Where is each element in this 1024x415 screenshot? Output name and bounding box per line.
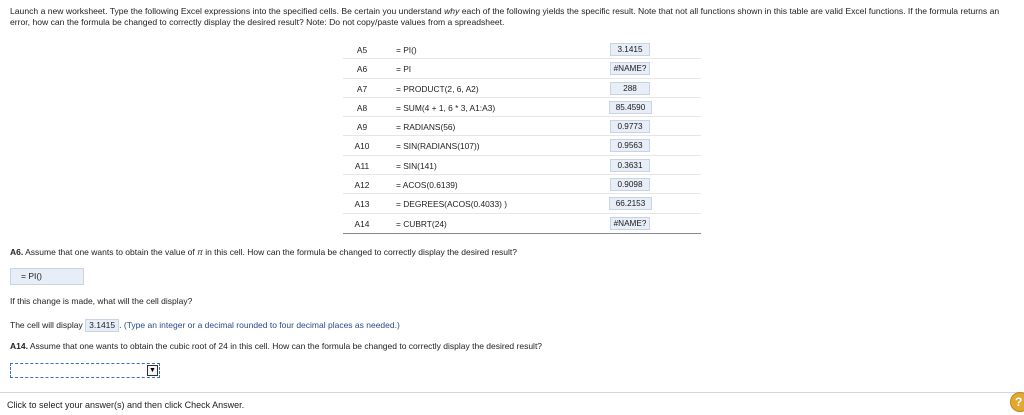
cell-reference: A9 (356, 122, 368, 133)
cell-formula: = SIN(RADIANS(107)) (396, 141, 480, 152)
cell-result: 0.9773 (610, 120, 650, 133)
cell-result: 0.3631 (610, 159, 650, 172)
cell-formula: = PI (396, 64, 412, 75)
table-row (343, 40, 701, 59)
cell-formula: = CUBRT(24) (396, 218, 447, 229)
cell-reference: A8 (356, 102, 368, 113)
cell-result: 0.9563 (610, 139, 650, 152)
cell-reference: A5 (356, 45, 368, 55)
cell-result: 288 (610, 82, 650, 95)
display-suffix: . (119, 320, 124, 330)
question-a6-text-end: in this cell. How can the formula be changed to correctly display the desired result? (202, 247, 518, 257)
help-icon[interactable]: ? (1010, 392, 1024, 412)
a14-answer-dropdown[interactable] (10, 363, 160, 378)
cell-result: #NAME? (610, 217, 650, 230)
cell-reference: A7 (356, 83, 368, 94)
cell-display-answer[interactable]: 3.1415 (85, 319, 119, 332)
cell-display-line (10, 319, 400, 332)
table-row (343, 98, 701, 117)
question-a6-text: Assume that one wants to obtain the value of (23, 247, 198, 257)
table-row (343, 117, 701, 136)
cell-formula: = RADIANS(56) (396, 122, 456, 133)
cell-formula: = PI() (396, 45, 417, 55)
question-a6-label: A6. (10, 247, 24, 257)
table-row (343, 79, 701, 98)
instructions (10, 6, 1015, 28)
cell-result: #NAME? (610, 62, 650, 75)
cell-result: 0.9098 (610, 178, 650, 191)
cell-formula: = PRODUCT(2, 6, A2) (396, 83, 479, 94)
cell-result: 66.2153 (609, 197, 652, 210)
footer-instruction: Click to select your answer(s) and then click Check Answer. (7, 400, 245, 410)
a6-formula-answer[interactable]: = PI() (10, 268, 84, 285)
question-a6 (10, 247, 517, 257)
table-row (343, 175, 701, 194)
cell-formula: = ACOS(0.6139) (396, 180, 458, 191)
question-a14 (10, 341, 542, 351)
chevron-down-icon[interactable]: ▼ (147, 365, 158, 376)
pi-symbol: π (197, 247, 203, 257)
answer-hint: (Type an integer or a decimal rounded to four decimal places as needed.) (123, 320, 400, 330)
cell-reference: A11 (354, 160, 370, 171)
cell-formula: = SUM(4 + 1, 6 * 3, A1:A3) (396, 102, 496, 113)
cell-reference: A13 (354, 199, 370, 210)
table-row (343, 194, 701, 213)
footer-divider (0, 392, 1024, 393)
cell-result: 3.1415 (610, 43, 650, 56)
cell-reference: A14 (354, 218, 370, 229)
table-row (343, 59, 701, 78)
table-row (343, 214, 701, 233)
table-row (343, 156, 701, 175)
display-prefix: The cell will display (10, 320, 86, 330)
cell-reference: A10 (354, 141, 370, 152)
question-a14-text: Assume that one wants to obtain the cubic root of 24 in this cell. How can the formula be changed to correctly display the desired result? (27, 341, 543, 351)
cell-reference: A6 (356, 64, 368, 75)
cell-result: 85.4590 (609, 101, 652, 114)
table-row (343, 136, 701, 155)
instructions-part2: each of the following yields the specific result. Note that not all functions shown in this table are valid Excel functions. If the formula returns an error, how can the formula be changed to correctly display the desired result? Note: Do not copy/paste values from a spreadsheet. (10, 6, 1000, 27)
cell-reference: A12 (354, 180, 370, 191)
cell-formula: = SIN(141) (396, 160, 437, 171)
formula-table (343, 40, 701, 234)
instructions-emphasis: why (444, 6, 460, 16)
followup-question: If this change is made, what will the cell display? (10, 296, 193, 306)
instructions-part1: Launch a new worksheet. Type the following Excel expressions into the specified cells. Be certain you understand (10, 6, 445, 16)
cell-formula: = DEGREES(ACOS(0.4033) ) (396, 199, 508, 210)
question-a14-label: A14. (10, 341, 28, 351)
